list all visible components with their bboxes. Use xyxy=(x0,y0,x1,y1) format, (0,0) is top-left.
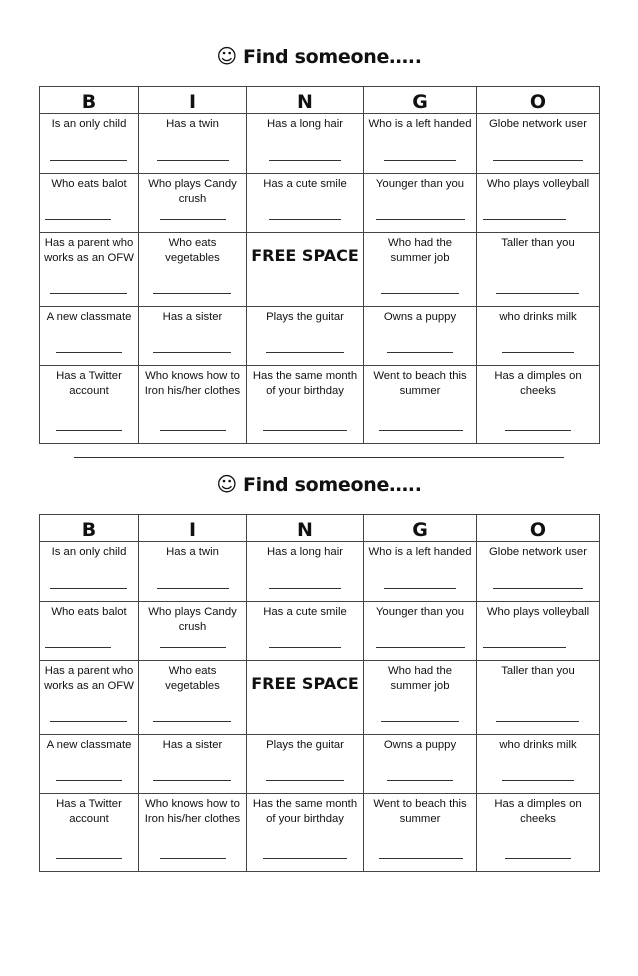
blank-line[interactable] xyxy=(160,430,226,431)
blank-line[interactable] xyxy=(266,352,344,353)
card-1-title-text: Find someone….. xyxy=(242,46,422,68)
header-i: I xyxy=(139,515,247,542)
blank-line[interactable] xyxy=(160,219,226,220)
blank-line[interactable] xyxy=(160,647,226,648)
cell-text: Went to beach this summer xyxy=(373,798,467,825)
cell-text: Has a sister xyxy=(162,739,223,751)
cell-text: Has a long hair xyxy=(267,546,343,558)
bingo-cell xyxy=(364,735,477,794)
blank-line[interactable] xyxy=(269,219,341,220)
blank-line[interactable] xyxy=(153,352,231,353)
blank-line[interactable] xyxy=(496,721,579,722)
header-n: N xyxy=(247,87,364,114)
card-2-title-text: Find someone….. xyxy=(242,474,422,496)
blank-line[interactable] xyxy=(376,219,465,220)
bingo-cell xyxy=(364,233,477,307)
blank-line[interactable] xyxy=(376,647,465,648)
cell-text: Has a Twitter account xyxy=(56,798,122,825)
blank-line[interactable] xyxy=(266,780,344,781)
header-n: N xyxy=(247,515,364,542)
bingo-cell xyxy=(139,661,247,735)
bingo-cell xyxy=(40,794,139,872)
bingo-cell xyxy=(40,174,139,233)
bingo-cell xyxy=(247,307,364,366)
header-o: O xyxy=(477,87,600,114)
blank-line[interactable] xyxy=(153,780,231,781)
bingo-cell xyxy=(247,542,364,602)
bingo-cell xyxy=(40,661,139,735)
blank-line[interactable] xyxy=(483,647,566,648)
bingo-cell xyxy=(477,366,600,444)
cell-text: Is an only child xyxy=(51,118,127,130)
cell-text: Who knows how to Iron his/her clothes xyxy=(144,798,241,825)
cell-text: Has a twin xyxy=(166,118,219,130)
bingo-cell xyxy=(247,602,364,661)
bingo-cell xyxy=(139,307,247,366)
bingo-cell xyxy=(477,174,600,233)
card-2-title xyxy=(0,472,638,496)
bingo-card-1 xyxy=(39,86,600,444)
bingo-cell xyxy=(139,366,247,444)
cell-text: Who plays volleyball xyxy=(486,606,590,618)
blank-line[interactable] xyxy=(269,647,341,648)
blank-line[interactable] xyxy=(56,780,122,781)
cell-text: Taller than you xyxy=(501,665,575,677)
smiley-icon: ☺ xyxy=(216,44,237,68)
blank-line[interactable] xyxy=(269,588,341,589)
header-i: I xyxy=(139,87,247,114)
blank-line[interactable] xyxy=(50,160,127,161)
cell-text: Owns a puppy xyxy=(383,739,457,751)
cell-text: Younger than you xyxy=(375,606,465,618)
cell-text: Has a cute smile xyxy=(263,178,347,190)
cell-text: Who eats balot xyxy=(51,178,127,190)
blank-line[interactable] xyxy=(50,588,127,589)
bingo-cell xyxy=(477,661,600,735)
cell-text: Has a cute smile xyxy=(263,606,347,618)
blank-line[interactable] xyxy=(153,293,231,294)
bingo-cell xyxy=(139,233,247,307)
bingo-cell xyxy=(247,114,364,174)
blank-line[interactable] xyxy=(493,160,583,161)
cell-text: A new classmate xyxy=(46,311,132,323)
blank-line[interactable] xyxy=(502,780,574,781)
cell-text: who drinks milk xyxy=(499,739,577,751)
cell-text: Is an only child xyxy=(51,546,127,558)
cell-text: Who eats balot xyxy=(51,606,127,618)
cell-text: Taller than you xyxy=(501,237,575,249)
blank-line[interactable] xyxy=(502,352,574,353)
bingo-cell xyxy=(364,661,477,735)
cell-text: Has a parent who works as an OFW xyxy=(44,237,134,264)
blank-line[interactable] xyxy=(50,721,127,722)
cell-text: Has a long hair xyxy=(267,118,343,130)
bingo-cell xyxy=(364,602,477,661)
cell-text: Globe network user xyxy=(489,118,587,130)
cell-text: Plays the guitar xyxy=(266,739,344,751)
blank-line[interactable] xyxy=(45,647,111,648)
blank-line[interactable] xyxy=(269,160,341,161)
cell-text: who drinks milk xyxy=(499,311,577,323)
blank-line[interactable] xyxy=(505,858,571,859)
divider-line xyxy=(74,457,564,458)
cell-text: Has a twin xyxy=(166,546,219,558)
smiley-icon: ☺ xyxy=(216,472,237,496)
cell-text: Who is a left handed xyxy=(368,118,472,130)
free-space-label: FREE SPACE xyxy=(251,246,359,265)
blank-line[interactable] xyxy=(263,858,347,859)
cell-text: Has a Twitter account xyxy=(56,370,122,397)
cell-text: Who plays volleyball xyxy=(486,178,590,190)
blank-line[interactable] xyxy=(387,780,453,781)
bingo-cell xyxy=(364,542,477,602)
bingo-cell xyxy=(247,174,364,233)
bingo-cell xyxy=(364,307,477,366)
cell-text: Who had the summer job xyxy=(387,237,453,264)
blank-line[interactable] xyxy=(263,430,347,431)
blank-line[interactable] xyxy=(56,430,122,431)
bingo-cell xyxy=(40,307,139,366)
free-space-cell[interactable] xyxy=(247,661,364,735)
header-g: G xyxy=(364,515,477,542)
bingo-cell xyxy=(40,233,139,307)
blank-line[interactable] xyxy=(483,219,566,220)
header-b: B xyxy=(40,515,139,542)
bingo-cell xyxy=(139,114,247,174)
bingo-cell xyxy=(40,114,139,174)
header-o: O xyxy=(477,515,600,542)
blank-line[interactable] xyxy=(45,219,111,220)
header-g: G xyxy=(364,87,477,114)
blank-line[interactable] xyxy=(153,721,231,722)
bingo-cell xyxy=(40,542,139,602)
blank-line[interactable] xyxy=(56,352,122,353)
header-b: B xyxy=(40,87,139,114)
blank-line[interactable] xyxy=(157,160,229,161)
blank-line[interactable] xyxy=(505,430,571,431)
bingo-cell xyxy=(477,114,600,174)
bingo-card-2 xyxy=(39,514,600,872)
bingo-cell xyxy=(477,542,600,602)
bingo-cell xyxy=(247,735,364,794)
free-space-label: FREE SPACE xyxy=(251,674,359,693)
bingo-cell xyxy=(477,307,600,366)
blank-line[interactable] xyxy=(381,721,459,722)
cell-text: Has the same month of your birthday xyxy=(252,798,358,825)
bingo-cell xyxy=(139,542,247,602)
blank-line[interactable] xyxy=(387,352,453,353)
bingo-cell xyxy=(247,794,364,872)
blank-line[interactable] xyxy=(160,858,226,859)
cell-text: Plays the guitar xyxy=(266,311,344,323)
bingo-cell xyxy=(40,366,139,444)
blank-line[interactable] xyxy=(379,858,463,859)
free-space-cell[interactable] xyxy=(247,233,364,307)
cell-text: Owns a puppy xyxy=(383,311,457,323)
blank-line[interactable] xyxy=(56,858,122,859)
cell-text: Who is a left handed xyxy=(368,546,472,558)
cell-text: Has a sister xyxy=(162,311,223,323)
cell-text: Who plays Candy crush xyxy=(148,606,237,633)
cell-text: Who had the summer job xyxy=(387,665,453,692)
blank-line[interactable] xyxy=(157,588,229,589)
bingo-cell xyxy=(139,794,247,872)
bingo-cell xyxy=(139,174,247,233)
blank-line[interactable] xyxy=(384,160,456,161)
blank-line[interactable] xyxy=(381,293,459,294)
bingo-cell xyxy=(477,794,600,872)
cell-text: Globe network user xyxy=(489,546,587,558)
blank-line[interactable] xyxy=(384,588,456,589)
cell-text: Has the same month of your birthday xyxy=(252,370,358,397)
cell-text: Who plays Candy crush xyxy=(148,178,237,205)
cell-text: Younger than you xyxy=(375,178,465,190)
card-1-title xyxy=(0,44,638,68)
cell-text: Went to beach this summer xyxy=(373,370,467,397)
blank-line[interactable] xyxy=(496,293,579,294)
bingo-cell xyxy=(364,114,477,174)
bingo-cell xyxy=(40,602,139,661)
cell-text: A new classmate xyxy=(46,739,132,751)
bingo-cell xyxy=(477,735,600,794)
cell-text: Who eats vegetables xyxy=(165,665,220,692)
bingo-cell xyxy=(364,174,477,233)
bingo-cell xyxy=(477,602,600,661)
bingo-cell xyxy=(364,794,477,872)
bingo-cell xyxy=(247,366,364,444)
blank-line[interactable] xyxy=(493,588,583,589)
cell-text: Has a dimples on cheeks xyxy=(494,370,582,397)
cell-text: Who eats vegetables xyxy=(165,237,220,264)
bingo-cell xyxy=(364,366,477,444)
bingo-cell xyxy=(139,735,247,794)
bingo-cell xyxy=(40,735,139,794)
cell-text: Who knows how to Iron his/her clothes xyxy=(144,370,241,397)
cell-text: Has a dimples on cheeks xyxy=(494,798,582,825)
cell-text: Has a parent who works as an OFW xyxy=(44,665,134,692)
blank-line[interactable] xyxy=(50,293,127,294)
bingo-cell xyxy=(477,233,600,307)
bingo-cell xyxy=(139,602,247,661)
blank-line[interactable] xyxy=(379,430,463,431)
